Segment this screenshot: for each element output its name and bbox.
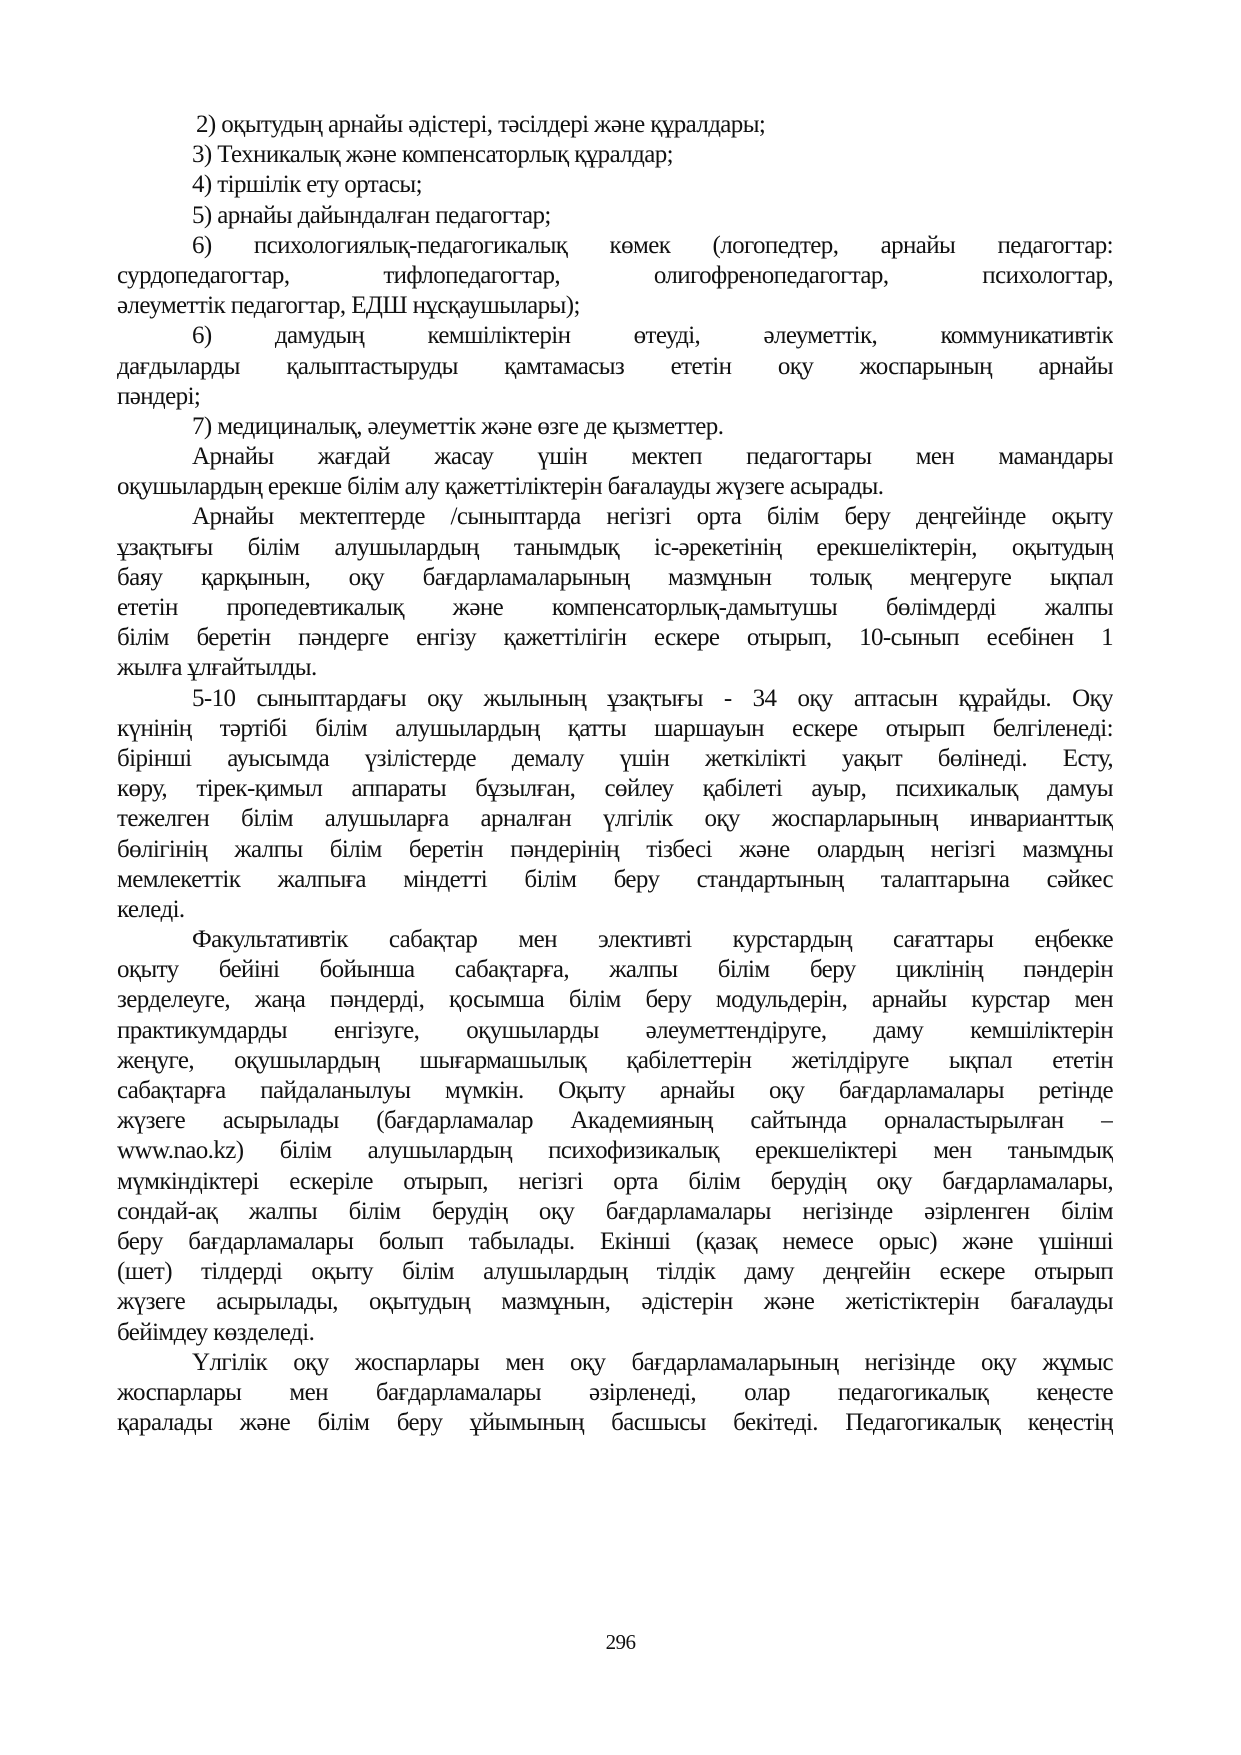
paragraph-line: бірінші ауысымда үзілістерде демалу үшін жеткілікті уақыт бөлінеді. Есту, — [117, 744, 1113, 772]
list-item-6b-line: пәндері; — [117, 382, 201, 410]
paragraph-line: жүзеге асырылады, оқытудың мазмұнын, әдістерін және жетістіктерін бағалауды — [117, 1288, 1113, 1316]
page-number: 296 — [605, 1630, 636, 1654]
paragraph-line: Факультативтік сабақтар мен элективті курстардың сағаттары еңбекке — [192, 926, 1113, 954]
paragraph-line: көру, тірек-қимыл аппараты бұзылған, сөйлеу қабілеті ауыр, психикалық дамуы — [117, 775, 1113, 803]
paragraph-line: сондай-ақ жалпы білім берудің оқу бағдарламалары негізінде әзірленген білім — [117, 1197, 1113, 1225]
paragraph-line: Арнайы жағдай жасау үшін мектеп педагогтары мен мамандары — [192, 443, 1113, 471]
paragraph-line: практикумдарды енгізуге, оқушыларды әлеуметтендіруге, даму кемшіліктерін — [117, 1016, 1113, 1044]
paragraph-line: қаралады және білім беру ұйымының басшысы бекітеді. Педагогикалық кеңестің — [117, 1409, 1113, 1437]
paragraph-line: жылға ұлғайтылды. — [117, 654, 317, 682]
paragraph-line: бөлігінің жалпы білім беретін пәндерінің тізбесі және олардың негізгі мазмұны — [117, 835, 1113, 863]
paragraph-line: Үлгілік оқу жоспарлары мен оқу бағдарламаларының негізінде оқу жұмыс — [192, 1348, 1113, 1376]
paragraph-line: 5-10 сыныптардағы оқу жылының ұзақтығы - 34 оқу аптасын құрайды. Оқу — [192, 684, 1113, 712]
list-item-7: 7) медициналық, әлеуметтік және өзге де қызметтер. — [192, 412, 724, 440]
list-item-6a-line: сурдопедагогтар, тифлопедагогтар, олигофренопедагогтар, психологтар, — [117, 261, 1113, 289]
list-item-2: 2) оқытудың арнайы әдістері, тәсілдері және құралдары; — [196, 111, 766, 138]
paragraph-line: келеді. — [117, 895, 185, 923]
document-page — [117, 110, 1113, 1438]
paragraph-line: зерделеуге, жаңа пәндерді, қосымша білім беру модульдерін, арнайы курстар мен — [117, 986, 1113, 1014]
list-item-6a-line: әлеуметтік педагогтар, ЕДШ нұсқаушылары); — [117, 292, 580, 320]
paragraph-line: күнінің тәртібі білім алушылардың қатты шаршауын ескере отырып белгіленеді: — [117, 714, 1113, 742]
paragraph-line: сабақтарға пайдаланылуы мүмкін. Оқыту арнайы оқу бағдарламалары ретінде — [117, 1077, 1113, 1104]
paragraph-line: ұзақтығы білім алушылардың танымдық іс-әрекетінің ерекшеліктерін, оқытудың — [117, 533, 1113, 561]
paragraph-line: www.nao.kz) білім алушылардың психофизикалық ерекшеліктері мен танымдық — [117, 1137, 1113, 1165]
list-item-3: 3) Техникалық және компенсаторлық құралдар; — [192, 141, 674, 169]
list-item-6b-line: дағдыларды қалыптастыруды қамтамасыз ететін оқу жоспарының арнайы — [117, 352, 1113, 380]
paragraph-line: тежелген білім алушыларға арналған үлгілік оқу жоспарларының инварианттық — [117, 805, 1113, 833]
paragraph-line: білім беретін пәндерге енгізу қажеттілігін ескере отырып, 10-сынып есебінен 1 — [117, 624, 1113, 652]
paragraph-line: ететін пропедевтикалық және компенсаторлық-дамытушы бөлімдерді жалпы — [117, 594, 1113, 621]
paragraph-line: оқыту бейіні бойынша сабақтарға, жалпы білім беру циклінің пәндерін — [117, 956, 1113, 984]
paragraph-line: баяу қарқынын, оқу бағдарламаларының мазмұнын толық меңгеруге ықпал — [117, 563, 1113, 591]
list-item-6a-line: 6) психологиялық-педагогикалық көмек (логопедтер, арнайы педагогтар: — [192, 231, 1113, 259]
paragraph-line: беру бағдарламалары болып табылады. Екінші (қазақ немесе орыс) және үшінші — [117, 1227, 1113, 1255]
list-item-6b-line: 6) дамудың кемшіліктерін өтеуді, әлеуметтік, коммуникативтік — [192, 322, 1113, 350]
list-item-5: 5) арнайы дайындалған педагогтар; — [192, 201, 551, 229]
list-item-4: 4) тіршілік ету ортасы; — [192, 171, 422, 199]
paragraph-line: жеңуге, оқушылардың шығармашылық қабілеттерін жетілдіруге ықпал ететін — [117, 1046, 1113, 1074]
paragraph-line: жоспарлары мен бағдарламалары әзірленеді, олар педагогикалық кеңесте — [117, 1378, 1113, 1406]
paragraph-line: жүзеге асырылады (бағдарламалар Академияның сайтында орналастырылған – — [117, 1107, 1113, 1135]
paragraph-line: Арнайы мектептерде /сыныптарда негізгі орта білім беру деңгейінде оқыту — [192, 503, 1113, 531]
paragraph-line: (шет) тілдерді оқыту білім алушылардың тілдік даму деңгейін ескере отырып — [117, 1258, 1113, 1286]
paragraph-line: мүмкіндіктері ескеріле отырып, негізгі орта білім берудің оқу бағдарламалары, — [117, 1167, 1113, 1195]
paragraph-line: бейімдеу көзделеді. — [117, 1318, 315, 1346]
paragraph-line: мемлекеттік жалпыға міндетті білім беру стандартының талаптарына сәйкес — [117, 865, 1113, 893]
paragraph-line: оқушылардың ерекше білім алу қажеттіліктерін бағалауды жүзеге асырады. — [117, 473, 884, 501]
